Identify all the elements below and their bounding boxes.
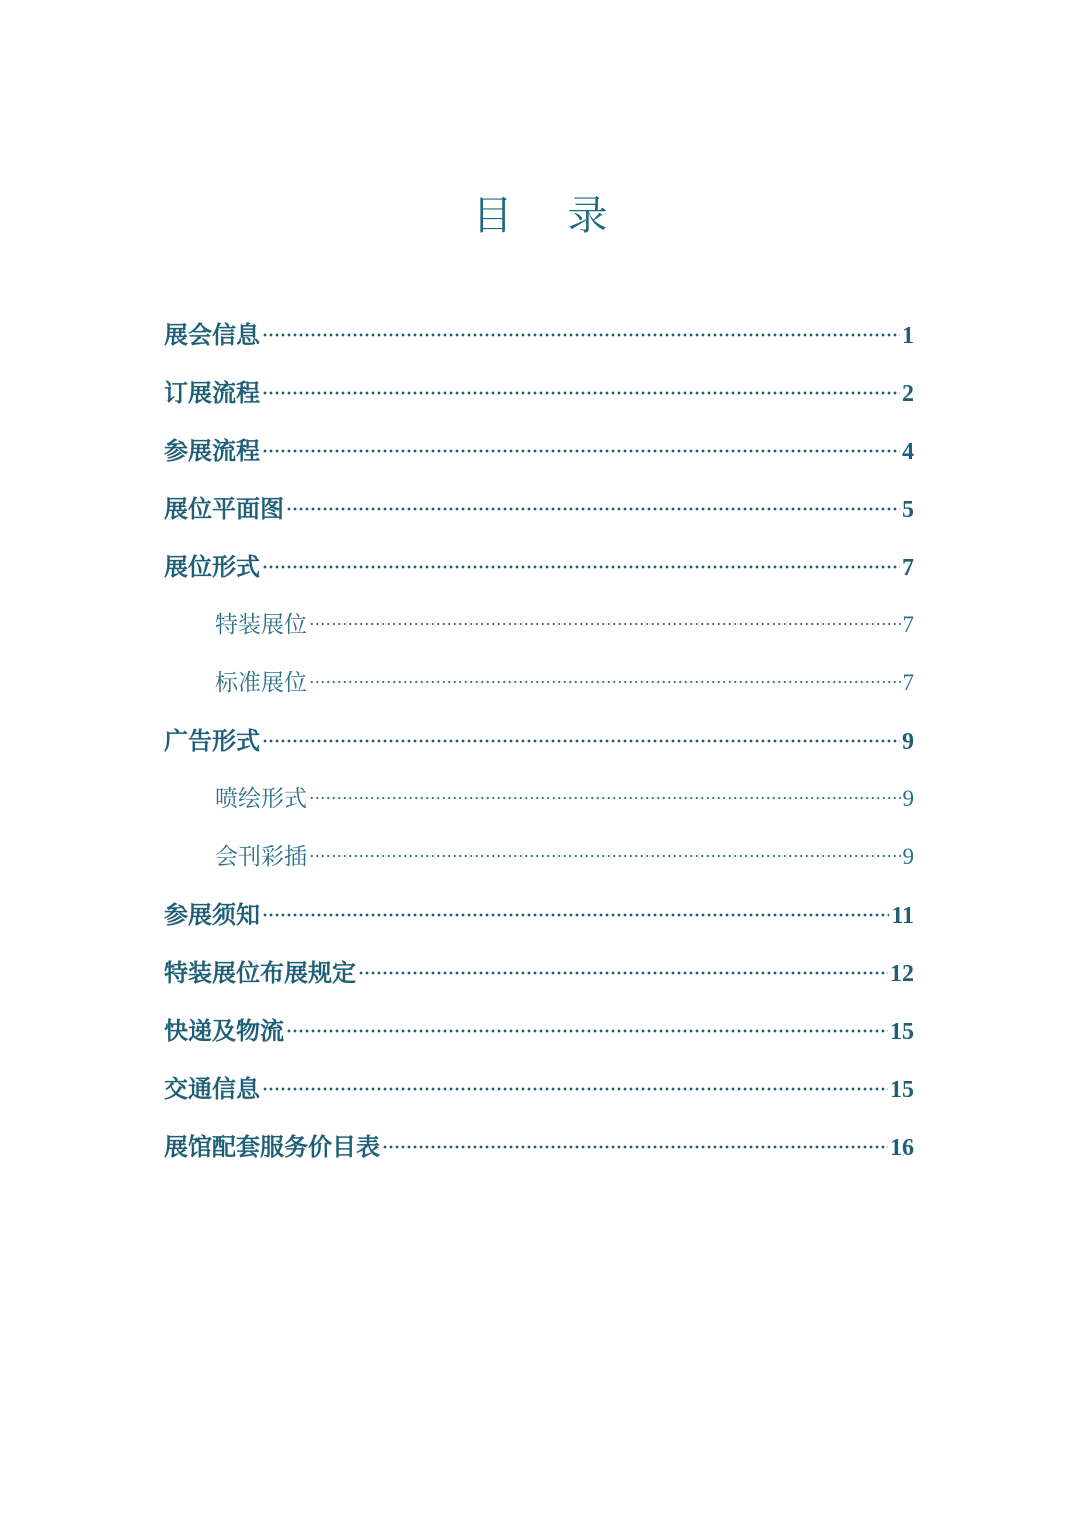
toc-entry-label: 快递及物流 [164,1016,284,1045]
toc-entry-label: 会刊彩插 [215,844,307,870]
toc-entry-advertising-types[interactable] [164,712,914,770]
toc-entry-page: 12 [890,961,914,987]
toc-entry-page: 7 [902,555,914,581]
toc-entry-label: 交通信息 [164,1074,260,1103]
dot-leader [309,796,901,800]
dot-leader [286,1029,888,1033]
toc-entry-label: 标准展位 [215,670,307,696]
dot-leader [262,913,889,917]
toc-entry-label: 特装展位布展规定 [164,958,356,987]
dot-leader [286,507,900,511]
toc-entry-page: 1 [902,323,914,349]
toc-entry-standard-booth[interactable] [164,654,914,712]
toc-entry-page: 4 [902,439,914,465]
toc-entry-booth-types[interactable] [164,538,914,596]
toc-entry-transport-info[interactable] [164,1060,914,1118]
toc-list [164,306,914,1176]
toc-entry-page: 5 [902,497,914,523]
toc-entry-booking-process[interactable] [164,364,914,422]
toc-entry-shipping-logistics[interactable] [164,1002,914,1060]
toc-entry-label: 广告形式 [164,726,260,755]
toc-entry-page: 9 [902,844,914,869]
toc-entry-label: 展馆配套服务价目表 [164,1132,380,1161]
toc-entry-label: 展位形式 [164,552,260,581]
dot-leader [262,1087,888,1091]
dot-leader [262,333,900,337]
toc-entry-label: 展会信息 [164,320,260,349]
toc-entry-label: 特装展位 [215,612,307,638]
toc-entry-print-banner[interactable] [164,770,914,828]
toc-title: 目录 [472,193,663,239]
toc-entry-page: 9 [902,729,914,755]
toc-entry-label: 喷绘形式 [215,786,307,812]
toc-entry-page: 7 [902,612,914,637]
dot-leader [309,854,901,858]
toc-entry-exhibition-info[interactable] [164,306,914,364]
toc-entry-page: 9 [902,786,914,811]
dot-leader [309,680,901,684]
toc-entry-page: 7 [902,670,914,695]
dot-leader [309,622,901,626]
toc-entry-label: 参展须知 [164,900,260,929]
dot-leader [262,739,900,743]
toc-entry-page: 16 [890,1135,914,1161]
toc-entry-floor-plan[interactable] [164,480,914,538]
toc-entry-page: 2 [902,381,914,407]
toc-entry-label: 展位平面图 [164,494,284,523]
toc-entry-page: 15 [890,1077,914,1103]
dot-leader [382,1145,888,1149]
toc-entry-raw-space-booth[interactable] [164,596,914,654]
dot-leader [262,449,900,453]
toc-entry-raw-space-rules[interactable] [164,944,914,1002]
dot-leader [262,391,900,395]
toc-entry-venue-price-list[interactable] [164,1118,914,1176]
dot-leader [358,971,888,975]
dot-leader [262,565,900,569]
toc-entry-catalog-insert[interactable] [164,828,914,886]
toc-entry-exhibiting-process[interactable] [164,422,914,480]
toc-entry-page: 11 [891,903,914,929]
toc-entry-label: 订展流程 [164,378,260,407]
toc-entry-label: 参展流程 [164,436,260,465]
toc-entry-page: 15 [890,1019,914,1045]
toc-entry-exhibitor-notes[interactable] [164,886,914,944]
